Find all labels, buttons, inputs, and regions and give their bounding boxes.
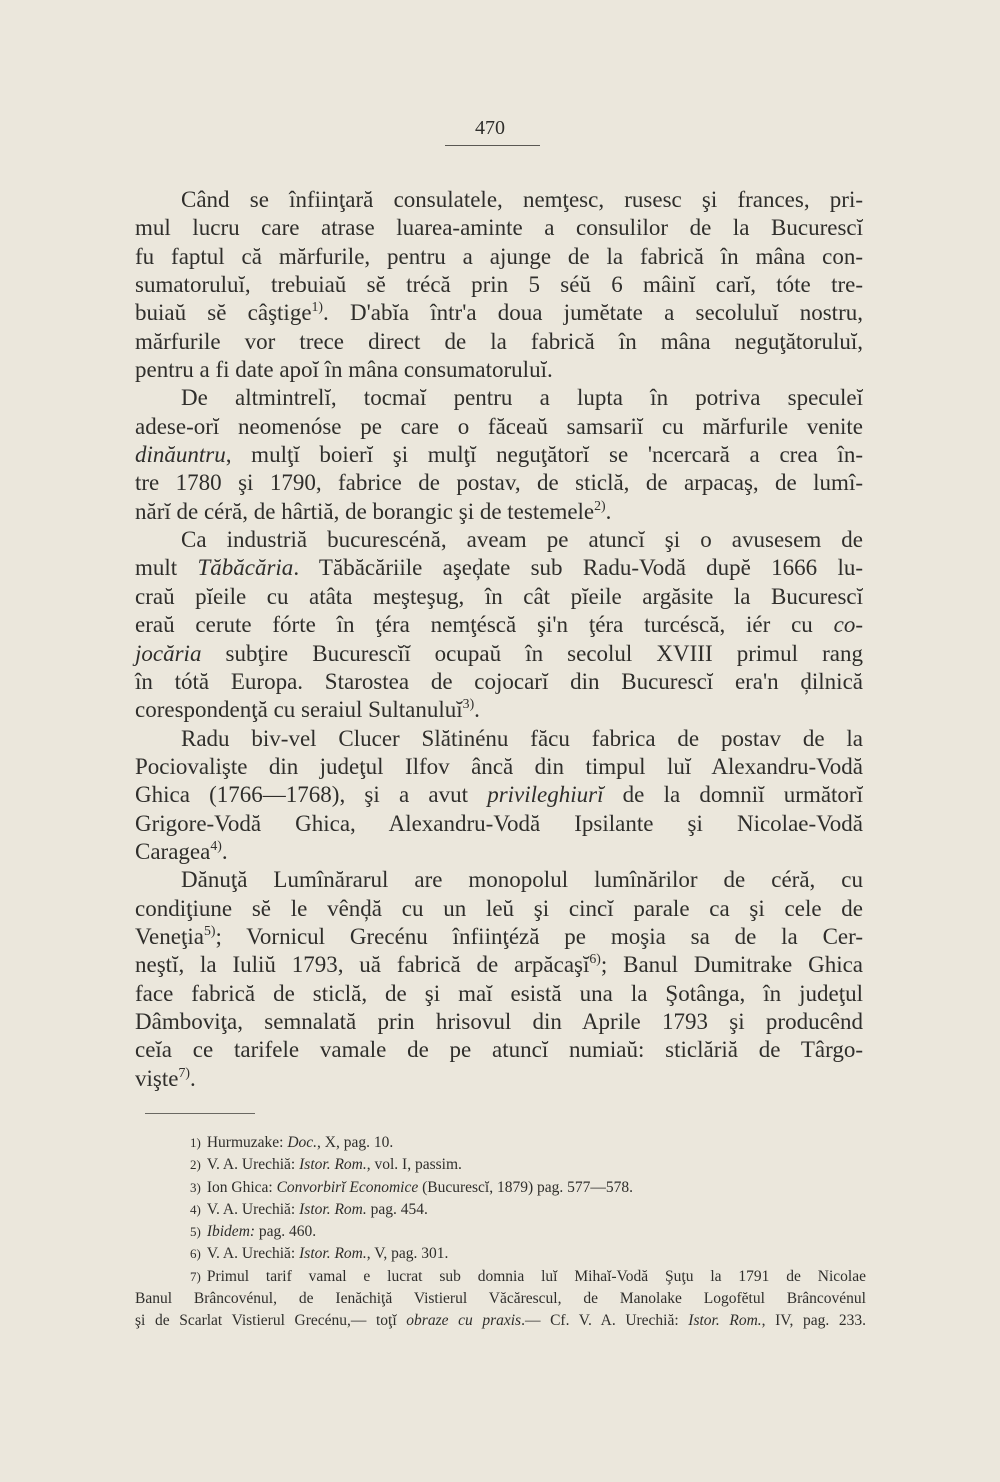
paragraph xyxy=(135,526,863,724)
footnote-reference: 5) xyxy=(203,922,216,938)
text-line: în tótă Europa. Starostea de cojocarĭ din Bucurescĭ era'n ḑilnică xyxy=(135,668,863,694)
footnote-number: 1) xyxy=(190,1135,201,1150)
text-line: craŭ pĭeile cu atâta meşteşug, în cât pĭeile argăsite la Bucurescĭ xyxy=(135,583,863,609)
text-line: face fabrică de sticlă, de şi maĭ esistă una la Şotânga, în judeţul xyxy=(135,980,863,1006)
footnote-line: 3) Ion Ghica: Convorbirĭ Economice (Bucurescĭ, 1879) pag. 577—578. xyxy=(190,1178,634,1196)
italic-text: jocăria xyxy=(135,640,202,666)
footnote xyxy=(135,1177,866,1199)
text-line: Caragea$^{4)}$. xyxy=(135,837,228,864)
footnote xyxy=(135,1199,866,1221)
body-text xyxy=(135,186,863,1093)
text-line: condiţiune sĕ le vênḑă cu un leŭ şi cincĭ parale ca şi cele de xyxy=(135,895,863,921)
italic-text: Istor. Rom. xyxy=(688,1312,762,1330)
footnote-number: 2) xyxy=(190,1157,201,1173)
text-line: jocăria subţire Bucurescĭĭ ocupaŭ în secolul XVIII primul rang xyxy=(135,640,863,666)
text-line: mult Tăbăcăria. Tăbăcăriile aşeḑate sub Radu-Vodă dupĕ 1666 lu- xyxy=(135,555,864,581)
footnote xyxy=(135,1154,866,1176)
text-line: Grigore-Vodă Ghica, Alexandru-Vodă Ipsilante şi Nicolae-Vodă xyxy=(135,810,863,836)
footnote-line: 2) V. A. Urechiă: Istor. Rom., vol. I, passim. xyxy=(190,1156,462,1174)
paragraph xyxy=(135,725,863,867)
footnote-reference: 6) xyxy=(589,951,601,967)
text-line: Ghica (1766—1768), şi a avut privileghiurĭ de la domniĭ următorĭ xyxy=(135,782,863,808)
footnote-line: 4) V. A. Urechiă: Istor. Rom. pag. 454. xyxy=(190,1200,428,1218)
italic-text: dinăuntru xyxy=(135,442,226,468)
text-line: Ca industriă bucurescénă, aveam pe atuncĭ şi o avusesem de xyxy=(181,527,863,553)
text-line: mul lucru care atrase luarea-aminte a consulilor de la Bucurescĭ xyxy=(135,215,863,241)
footnote-reference: 7) xyxy=(178,1064,190,1080)
text-line: eraŭ cerute fórte în ţéra nemţéscă şi'n ţéra turcéscă, iér cu co- xyxy=(135,612,863,638)
paragraph xyxy=(135,384,863,526)
text-line: ceĭa ce tarifele vamale de pe atuncĭ numiaŭ: sticlăriă de Târgo- xyxy=(135,1037,863,1063)
footnote-reference: 2) xyxy=(594,497,606,513)
text-line: Dănuţă Lumînărarul are monopolul lumînărilor de céră, cu xyxy=(181,867,863,893)
italic-text: obraze cu praxis xyxy=(406,1312,522,1330)
italic-text: Ibidem: xyxy=(206,1223,256,1241)
footnote xyxy=(135,1132,866,1154)
footnote-number: 3) xyxy=(190,1179,201,1195)
footnote-line: 1) Hurmuzake: Doc., X, pag. 10. xyxy=(190,1134,394,1151)
italic-text: Istor. Rom. xyxy=(299,1200,367,1218)
footnote xyxy=(135,1243,866,1265)
footnote-line: 5) Ibidem: pag. 460. xyxy=(190,1223,317,1241)
text-line: fu faptul că mărfurile, pentru a ajunge de la fabrică în mâna con- xyxy=(135,243,863,269)
text-line: adese-orĭ neomenóse pe care o făceaŭ samsariĭ cu mărfurile venite xyxy=(135,413,863,439)
italic-text: privileghiurĭ xyxy=(487,782,604,808)
text-line: pentru a fi date apoĭ în mâna consumatoruluĭ. xyxy=(135,357,553,383)
footnote-separator xyxy=(145,1113,255,1114)
paragraph xyxy=(135,866,863,1093)
text-line: vişte$^{7)}$. xyxy=(135,1064,196,1091)
page-number: 470 xyxy=(475,117,505,139)
italic-text: Istor. Rom. xyxy=(299,1156,367,1174)
footnote-reference: 1) xyxy=(311,299,324,315)
footnote-number: 7) xyxy=(190,1268,201,1284)
text-line: Când se înfiinţară consulatele, nemţesc, rusesc şi frances, pri- xyxy=(181,187,863,212)
footnote xyxy=(135,1221,866,1243)
footnote-reference: 3) xyxy=(462,696,475,712)
italic-text: Tăbăcăria xyxy=(197,555,294,581)
page-number-rule xyxy=(445,145,540,146)
footnote-line: 7) Primul tarif vamal e lucrat sub domnia luĭ Mihaĭ-Vodă Şuţu la 1791 de Nicolae xyxy=(190,1267,866,1285)
footnote-line: 6) V. A. Urechiă: Istor. Rom., V, pag. 301. xyxy=(190,1245,449,1263)
text-line: sumatoruluĭ, trebuiaŭ sĕ trécă prin 5 séŭ 6 mâinĭ carĭ, tóte tre- xyxy=(135,272,863,298)
footnote xyxy=(135,1266,866,1333)
text-line: mărfurile vor trece direct de la fabrică în mâna neguţătoruluĭ, xyxy=(135,328,863,354)
text-line: buiaŭ sĕ câştige$^{1)}$. D'abĭa într'a doua jumĕtate a secoluluĭ nostru, xyxy=(135,299,863,326)
italic-text: Convorbirĭ Economice xyxy=(276,1178,419,1196)
footnote-number: 6) xyxy=(190,1246,201,1262)
text-line: corespondenţă cu seraiul Sultanuluĭ$^{3)}$. xyxy=(135,696,480,723)
italic-text: Doc. xyxy=(287,1134,318,1151)
text-line: Pociovalişte din judeţul Ilfov âncă din timpul luĭ Alexandru-Vodă xyxy=(135,753,863,779)
text-line: nărĭ de céră, de hârtiă, de borangic şi de testemele$^{2)}$. xyxy=(135,497,612,524)
footnote-line: şi de Scarlat Vistierul Grecénu,— toţĭ obraze cu praxis.— Cf. V. A. Urechiă: Istor. Rom., IV, pag. 233. xyxy=(135,1312,866,1330)
footnote-reference: 4) xyxy=(210,837,222,853)
italic-text: co- xyxy=(833,612,863,638)
text-line: neştĭ, la Iuliŭ 1793, uă fabrică de arpăcaşĭ$^{6)}$; Banul Dumitrake Ghica xyxy=(135,951,864,978)
paragraph xyxy=(135,186,863,384)
text-line: De altmintrelĭ, tocmaĭ pentru a lupta în potriva speculeĭ xyxy=(181,385,863,411)
text-line: tre 1780 şi 1790, fabrice de postav, de sticlă, de arpacaş, de lumî- xyxy=(135,470,863,496)
italic-text: Istor. Rom. xyxy=(299,1245,367,1263)
text-line: Radu biv-vel Clucer Slătinénu făcu fabrica de postav de la xyxy=(181,725,863,751)
footnote-number: 5) xyxy=(190,1224,201,1240)
footnote-number: 4) xyxy=(190,1201,201,1217)
footnotes xyxy=(135,1132,866,1333)
text-line: Dâmboviţa, semnalată prin hrisovul din Aprile 1793 şi producênd xyxy=(135,1008,863,1034)
text-line: Veneţia$^{5)}$; Vornicul Grecénu înfiinţéză pe moşia sa de la Cer- xyxy=(135,922,863,949)
text-line: dinăuntru, mulţĭ boierĭ şi mulţĭ neguţătorĭ se 'ncercară a crea în- xyxy=(135,442,863,468)
footnote-line: Banul Brâncovénul, de Ienăchiţă Vistierul Văcărescul, de Manolake Logofĕtul Brâncovénul xyxy=(135,1290,866,1308)
